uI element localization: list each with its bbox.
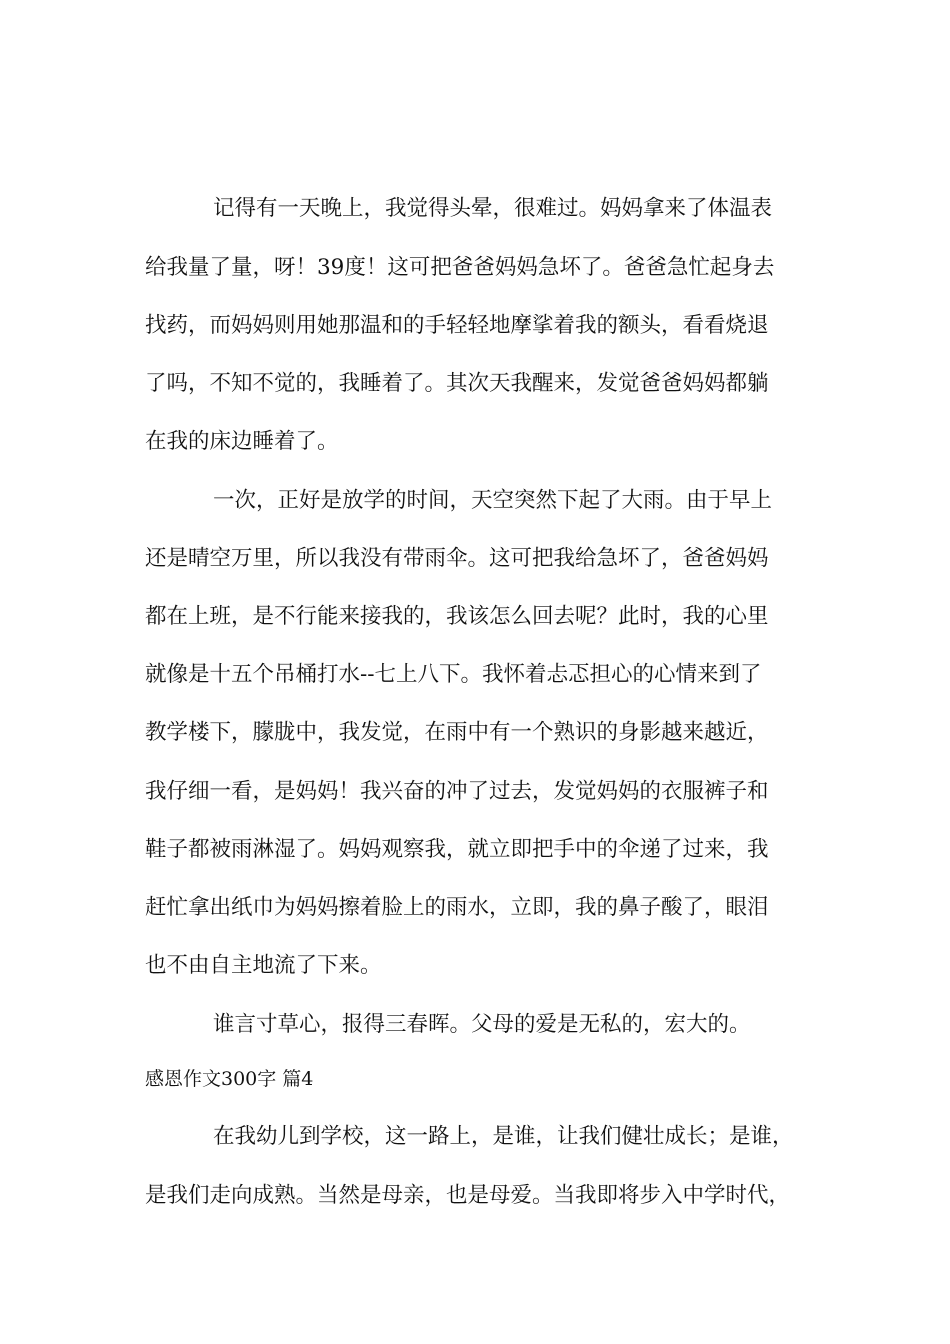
paragraph-2-line-4: 就像是十五个吊桶打水--七上八下。我怀着忐忑担心的心情来到了 (145, 662, 762, 687)
paragraph-2-line-9: 也不由自主地流了下来。 (145, 953, 382, 978)
paragraph-2-line-3: 都在上班，是不行能来接我的，我该怎么回去呢？此时，我的心里 (145, 604, 769, 629)
paragraph-1-line-2: 给我量了量，呀！39度！这可把爸爸妈妈急坏了。爸爸急忙起身去 (145, 255, 775, 280)
paragraph-2-line-7: 鞋子都被雨淋湿了。妈妈观察我，就立即把手中的伞递了过来，我 (145, 837, 769, 862)
paragraph-1-line-5: 在我的床边睡着了。 (145, 429, 339, 454)
paragraph-1-line-3: 找药，而妈妈则用她那温和的手轻轻地摩挲着我的额头，看看烧退 (145, 313, 769, 338)
paragraph-4-line-1: 在我幼儿到学校，这一路上，是谁，让我们健壮成长；是谁， (213, 1124, 794, 1149)
paragraph-4-line-2: 是我们走向成熟。当然是母亲，也是母爱。当我即将步入中学时代， (145, 1183, 791, 1208)
paragraph-1-line-1: 记得有一天晚上，我觉得头晕，很难过。妈妈拿来了体温表 (213, 196, 773, 221)
paragraph-3-line-1: 谁言寸草心，报得三春晖。父母的爱是无私的，宏大的。 (213, 1012, 751, 1037)
paragraph-2-line-6: 我仔细一看，是妈妈！我兴奋的冲了过去，发觉妈妈的衣服裤子和 (145, 779, 769, 804)
paragraph-2-line-2: 还是晴空万里，所以我没有带雨伞。这可把我给急坏了，爸爸妈妈 (145, 546, 769, 571)
paragraph-2-line-8: 赶忙拿出纸巾为妈妈擦着脸上的雨水，立即，我的鼻子酸了，眼泪 (145, 895, 769, 920)
paragraph-2-line-5: 教学楼下，朦胧中，我发觉，在雨中有一个熟识的身影越来越近， (145, 720, 769, 745)
section-heading: 感恩作文300字 篇4 (145, 1068, 314, 1090)
paragraph-2-line-1: 一次，正好是放学的时间，天空突然下起了大雨。由于早上 (213, 488, 773, 513)
paragraph-1-line-4: 了吗，不知不觉的，我睡着了。其次天我醒来，发觉爸爸妈妈都躺 (145, 371, 769, 396)
